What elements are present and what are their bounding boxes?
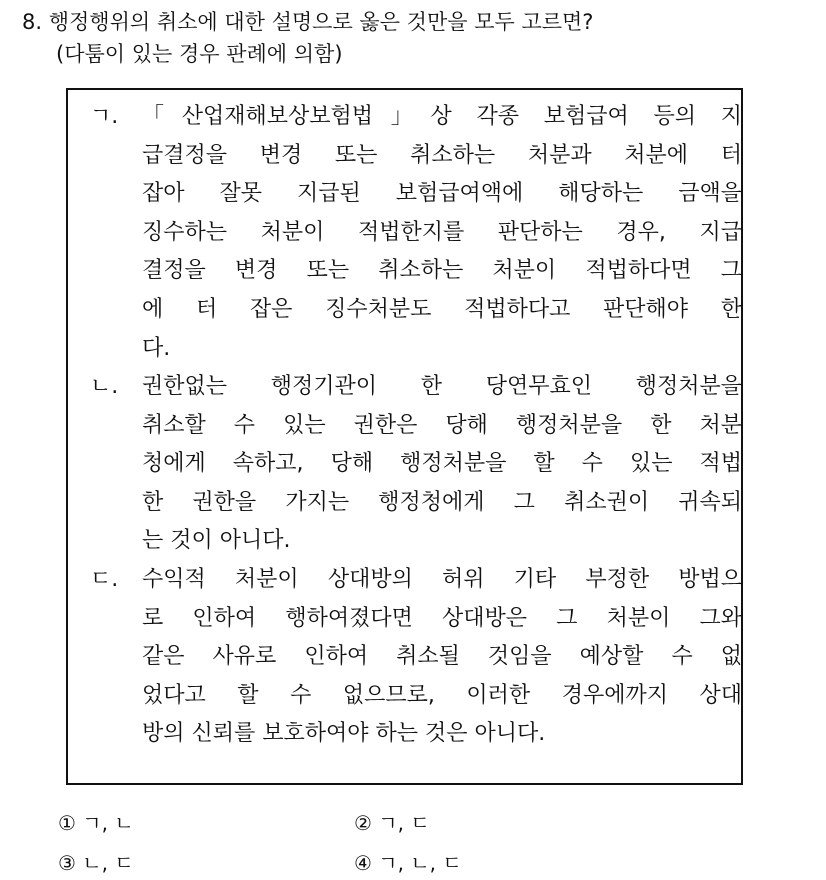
statement-line: 결정을 변경 또는 취소하는 처분이 적법하다면 그 <box>142 258 742 284</box>
statement-text <box>142 368 742 561</box>
question-stem: 8. 행정행위의 취소에 대한 설명으로 옳은 것만을 모두 고르면? <box>22 10 594 34</box>
choice-1[interactable]: ① ㄱ, ㄴ <box>58 811 134 835</box>
statement-text <box>142 98 742 368</box>
statement-line: 다. <box>142 335 171 361</box>
statement-line: 같은 사유로 인하여 취소될 것임을 예상할 수 없 <box>142 644 742 670</box>
choice-2[interactable]: ② ㄱ, ㄷ <box>354 811 430 835</box>
statement-box <box>66 88 743 785</box>
statement-line: 잡아 잘못 지급된 보험급여액에 해당하는 금액을 <box>142 181 742 207</box>
statement-line: 징수하는 처분이 적법한지를 판단하는 경우, 지급 <box>142 219 742 245</box>
choice-3[interactable]: ③ ㄴ, ㄷ <box>58 851 134 875</box>
statement-line: 로 인하여 행하여졌다면 상대방은 그 처분이 그와 <box>142 605 742 631</box>
statement-line: 에 터 잡은 징수처분도 적법하다고 판단해야 한 <box>142 296 742 322</box>
statement-line: 취소할 수 있는 권한은 당해 행정처분을 한 처분 <box>142 412 742 438</box>
statement-line: 었다고 할 수 없으므로, 이러한 경우에까지 상대 <box>142 682 742 708</box>
choice-4[interactable]: ④ ㄱ, ㄴ, ㄷ <box>354 851 462 875</box>
statement-line: 방의 신뢰를 보호하여야 하는 것은 아니다. <box>142 721 546 747</box>
statement-line: 급결정을 변경 또는 취소하는 처분과 처분에 터 <box>142 142 742 168</box>
statement-label: ㄱ. <box>90 104 119 129</box>
statement-label: ㄷ. <box>90 567 119 592</box>
statement-line: 는 것이 아니다. <box>142 528 291 554</box>
question-condition: (다툼이 있는 경우 판례에 의함) <box>56 42 343 66</box>
statement-line: 권한없는 행정기관이 한 당연무효인 행정처분을 <box>142 374 742 399</box>
statement-line: 「산업재해보상보험법」상 각종 보험급여 등의 지 <box>142 104 742 129</box>
statement-line: 한 권한을 가지는 행정청에게 그 취소권이 귀속되 <box>142 489 742 515</box>
statement-label: ㄴ. <box>90 374 119 399</box>
statement-line: 수익적 처분이 상대방의 허위 기타 부정한 방법으 <box>142 567 742 592</box>
statement-line: 청에게 속하고, 당해 행정처분을 할 수 있는 적법 <box>142 451 742 477</box>
statement-text <box>142 561 742 754</box>
